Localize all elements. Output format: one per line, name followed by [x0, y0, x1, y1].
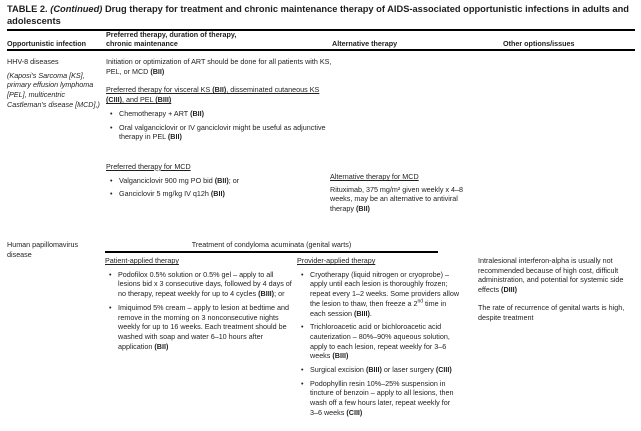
list-item: [297, 322, 459, 361]
hhv8-art-intro: Initiation or optimization of ART should be done for all patients with KS, PEL, or MCD (BII): [106, 57, 332, 76]
patient-applied-heading: Patient-applied therapy: [105, 256, 179, 265]
bullet-icon: •: [109, 269, 112, 279]
list-item: [106, 189, 332, 199]
bullet-icon: •: [110, 175, 113, 185]
column-header-preferred-line1: Preferred therapy, duration of therapy,: [106, 29, 237, 39]
column-header-opportunistic-infection: Opportunistic infection: [7, 39, 87, 48]
table-title: [7, 4, 638, 27]
table-title-rest: Drug therapy for treatment and chronic maintenance therapy of AIDS-associated opportunistic infections in adults and adolescents: [7, 4, 629, 26]
therapy-item: Chemotherapy + ART (BII): [119, 108, 205, 118]
therapy-item: Cryotherapy (liquid nitrogen or cryoprobe) – apply until each lesion is thoroughly frozen; repeat every 1–2 weeks. Some providers allow the lesion to thaw, then freeze a 2nd time in each session (BIII).: [310, 269, 460, 318]
row-hpv-provider-applied-cell: [297, 256, 459, 418]
row-hhv8-preferred-cell: [106, 57, 332, 199]
provider-applied-heading: Provider-applied therapy: [297, 256, 376, 265]
infection-name-hhv8: HHV-8 diseases: [7, 57, 59, 66]
bullet-icon: •: [110, 189, 113, 199]
table-title-prefix: TABLE 2.: [7, 4, 51, 14]
column-header-alternative-therapy: Alternative therapy: [332, 39, 398, 48]
table-title-continued: (Continued): [50, 4, 103, 14]
row-hpv-patient-applied-cell: [105, 256, 295, 351]
row-hpv-infection-cell: [7, 240, 104, 259]
row-hhv8-alternative-cell: [330, 172, 480, 214]
list-item: [106, 176, 332, 186]
column-header-other-options: Other options/issues: [503, 39, 575, 48]
therapy-item: Valganciclovir 900 mg PO bid (BII); or: [119, 175, 240, 185]
bullet-icon: •: [110, 122, 113, 132]
therapy-item: Oral valganciclovir or IV ganciclovir might be useful as adjunctive therapy in PEL (BII): [119, 122, 326, 142]
alternative-mcd-text: Rituximab, 375 mg/m² given weekly x 4–8 weeks, may be an alternative to antiviral therapy (BII): [330, 184, 464, 214]
other-options-note: Intralesional interferon-alpha is usually not recommended because of high cost, difficult administration, and potential for systemic side effects (DIII): [478, 256, 624, 295]
list-item: [297, 379, 459, 418]
condyloma-span-heading-text: Treatment of condyloma acuminata (genital warts): [191, 240, 352, 249]
row-hhv8-infection-cell: [7, 57, 104, 110]
list-item: [105, 270, 295, 299]
bullet-icon: •: [301, 378, 304, 388]
list-item: [106, 109, 332, 119]
column-header-preferred-therapy: [106, 30, 236, 49]
infection-detail-hhv8: (Kaposi's Sarcoma [KS], primary effusion lymphoma [PEL], multicentric Castleman's disease [MCD],): [7, 70, 100, 109]
header-top-rule: [7, 29, 635, 31]
therapy-item: Podophyllin resin 10%–25% suspension in tincture of benzoin – apply to all lesions, then wash off a few hours later, repeat weekly for 3–6 weeks (CIII): [310, 378, 454, 417]
alternative-mcd-heading: Alternative therapy for MCD: [330, 172, 419, 181]
row-hpv-other-options-cell: [478, 256, 639, 322]
bullet-icon: •: [301, 322, 304, 332]
list-item: [297, 270, 459, 319]
other-options-note: The rate of recurrence of genital warts is high, despite treatment: [478, 302, 625, 322]
bullet-icon: •: [301, 269, 304, 279]
therapy-item: Imiquimod 5% cream – apply to lesion at bedtime and remove in the morning on 3 nonconsecutive nights weekly for up to 16 weeks. Each treatment should be washed with soap and water 6–10 hours after application (BII): [118, 302, 289, 351]
preferred-ks-heading: Preferred therapy for visceral KS (BII), disseminated cutaneous KS (CIII), and PEL (BIII): [106, 85, 320, 105]
therapy-item: Podofilox 0.5% solution or 0.5% gel – apply to all lesions bid x 3 consecutive days, followed by 4 days of no therapy, repeat weekly for up to 4 cycles (BIII); or: [118, 269, 292, 299]
bullet-icon: •: [109, 302, 112, 312]
infection-name-hpv: Human papillomavirus disease: [7, 240, 79, 259]
bullet-icon: •: [301, 365, 304, 375]
header-bottom-rule: [7, 49, 635, 51]
preferred-mcd-heading: Preferred therapy for MCD: [106, 161, 191, 171]
therapy-item: Surgical excision (BIII) or laser surgery (CIII): [310, 365, 452, 375]
column-header-preferred-line2: chronic maintenance: [106, 39, 178, 48]
list-item: [106, 123, 332, 142]
condyloma-span-heading: [105, 240, 438, 253]
list-item: [297, 365, 459, 375]
bullet-icon: •: [110, 108, 113, 118]
therapy-item: Trichloroacetic acid or bichloroacetic acid cauterization – 80%–90% aqueous solution, apply to each lesion, repeat weekly for 3–6 weeks (BIII): [310, 322, 450, 361]
therapy-item: Ganciclovir 5 mg/kg IV q12h (BII): [119, 189, 225, 199]
list-item: [105, 303, 295, 352]
